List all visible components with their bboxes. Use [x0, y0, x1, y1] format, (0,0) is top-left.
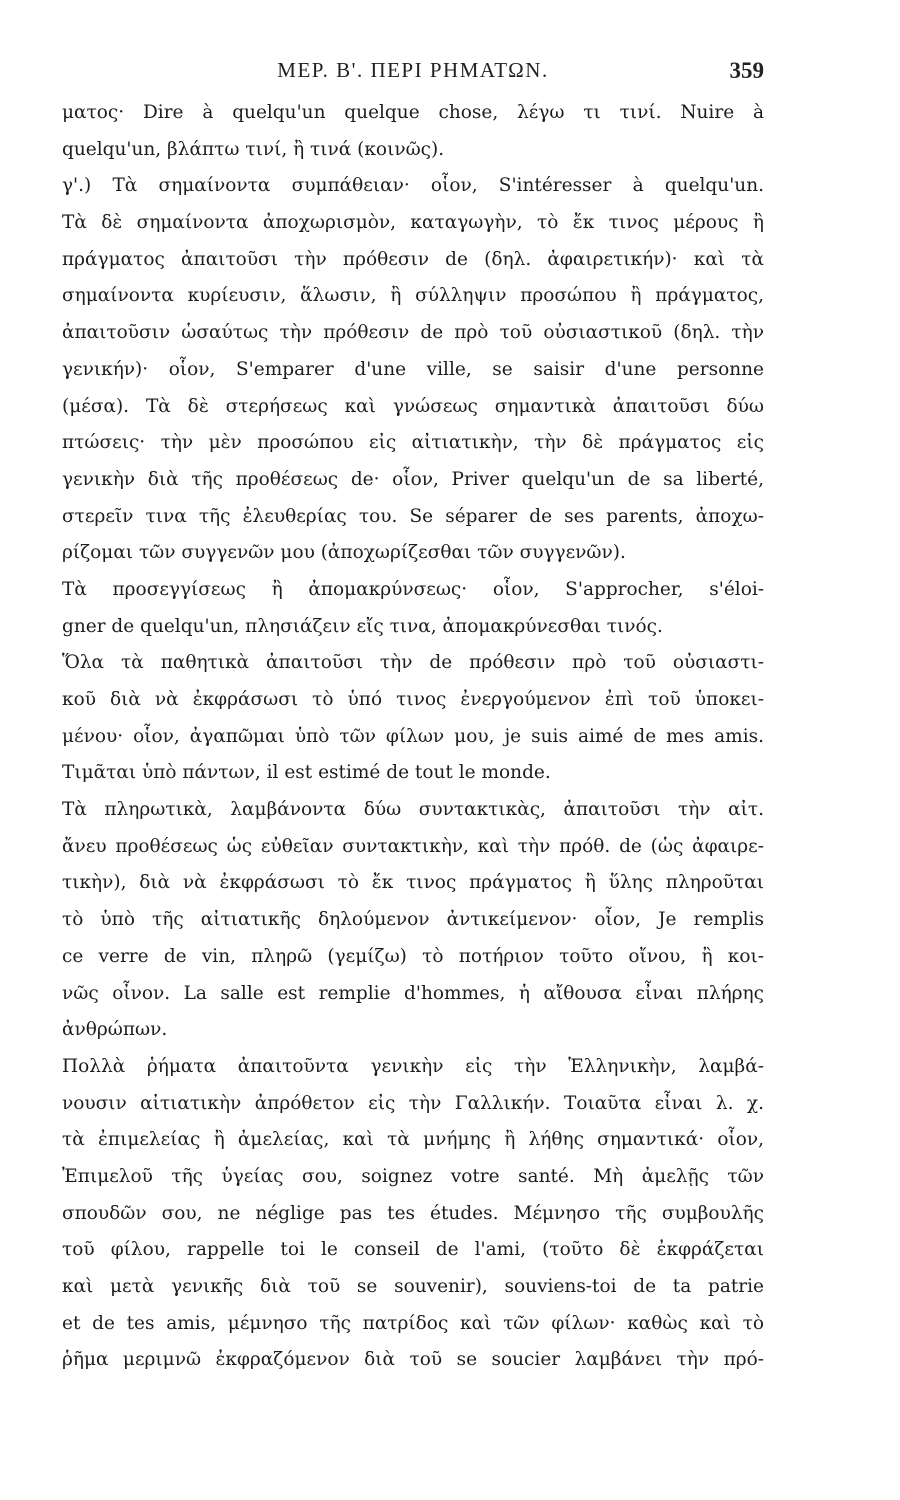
text-line: τοῦ φίλου, rappelle toi le conseil de l'ami, (τοῦτο δὲ ἐκφράζεται [62, 1239, 764, 1261]
text-line: μένου· οἷον, ἀγαπῶμαι ὑπὸ τῶν φίλων μου, je suis aimé de mes amis. [62, 725, 764, 747]
body-text [62, 95, 764, 1379]
text-line: ἀπαιτοῦσιν ὡσαύτως τὴν πρόθεσιν de πρὸ τοῦ οὐσιαστικοῦ (δηλ. τὴν [62, 322, 764, 344]
text-line: νῶς οἶνον. La salle est remplie d'hommes, ἡ αἴθουσα εἶναι πλήρης [62, 982, 764, 1004]
running-title: ΜΕΡ. Β'. ΠΕΡΙ ΡΗΜΑΤΩΝ. [277, 58, 549, 82]
page-header [62, 58, 764, 92]
text-line: Τὰ προσεγγίσεως ἢ ἀπομακρύνσεως· οἷον, S'approcher, s'éloi- [62, 578, 764, 600]
page-number: 359 [729, 58, 764, 83]
text-line: Τὰ δὲ σημαίνοντα ἀποχωρισμὸν, καταγωγὴν, τὸ ἔκ τινος μέρους ἢ [62, 212, 764, 234]
text-line: et de tes amis, μέμνησο τῆς πατρίδος καὶ τῶν φίλων· καθὼς καὶ τὸ [62, 1312, 764, 1334]
text-line: Ὅλα τὰ παθητικὰ ἀπαιτοῦσι τὴν de πρόθεσιν πρὸ τοῦ οὐσιαστι- [62, 652, 764, 674]
text-line: σπουδῶν σου, ne néglige pas tes études. Μέμνησο τῆς συμβουλῆς [62, 1202, 764, 1224]
text-line: πτώσεις· τὴν μὲν προσώπου εἰς αἰτιατικὴν, τὴν δὲ πράγματος εἰς [62, 432, 764, 454]
text-line: τὸ ὑπὸ τῆς αἰτιατικῆς δηλούμενον ἀντικείμενον· οἷον, Je remplis [62, 909, 764, 931]
text-line: ce verre de vin, πληρῶ (γεμίζω) τὸ ποτήριον τοῦτο οἴνου, ἢ κοι- [62, 945, 764, 967]
text-line: ἀνθρώπων. [62, 1019, 168, 1041]
text-line: ῥῆμα μεριμνῶ ἐκφραζόμενον διὰ τοῦ se soucier λαμβάνει τὴν πρό- [62, 1349, 764, 1371]
text-line: νουσιν αἰτιατικὴν ἀπρόθετον εἰς τὴν Γαλλικήν. Τοιαῦτα εἶναι λ. χ. [62, 1092, 764, 1114]
text-line: (μέσα). Τὰ δὲ στερήσεως καὶ γνώσεως σημαντικὰ ἀπαιτοῦσι δύω [62, 395, 764, 417]
text-line: quelqu'un, βλάπτω τινί, ἢ τινά (κοινῶς). [62, 138, 445, 160]
text-line: στερεῖν τινα τῆς ἐλευθερίας του. Se séparer de ses parents, ἀποχω- [62, 505, 764, 527]
text-line: Πολλὰ ῥήματα ἀπαιτοῦντα γενικὴν εἰς τὴν Ἑλληνικὴν, λαμβά- [62, 1055, 764, 1077]
text-line: ἄνευ προθέσεως ὡς εὐθεῖαν συντακτικὴν, καὶ τὴν πρόθ. de (ὡς ἀφαιρε- [62, 835, 764, 857]
text-line: Τιμᾶται ὑπὸ πάντων, il est estimé de tout le monde. [62, 762, 551, 784]
text-line: gner de quelqu'un, πλησιάζειν εἴς τινα, ἀπομακρύνεσθαι τινός. [62, 615, 663, 637]
text-line: καὶ μετὰ γενικῆς διὰ τοῦ se souvenir), souviens-toi de ta patrie [62, 1276, 764, 1297]
text-line: ρίζομαι τῶν συγγενῶν μου (ἀποχωρίζεσθαι τῶν συγγενῶν). [62, 542, 626, 564]
text-line: ματος· Dire à quelqu'un quelque chose, λέγω τι τινί. Nuire à [62, 102, 764, 123]
text-line: τὰ ἐπιμελείας ἢ ἀμελείας, καὶ τὰ μνήμης ἢ λήθης σημαντικά· οἷον, [62, 1129, 764, 1151]
text-line: τικὴν), διὰ νὰ ἐκφράσωσι τὸ ἔκ τινος πράγματος ἢ ὕλης πληροῦται [62, 872, 764, 894]
text-line: Τὰ πληρωτικὰ, λαμβάνοντα δύω συντακτικὰς, ἀπαιτοῦσι τὴν αἰτ. [62, 799, 764, 821]
text-line: σημαίνοντα κυρίευσιν, ἅλωσιν, ἢ σύλληψιν προσώπου ἢ πράγματος, [62, 285, 764, 307]
text-line: γενικήν)· οἷον, S'emparer d'une ville, se saisir d'une personne [62, 358, 764, 380]
text-line: Ἐπιμελοῦ τῆς ὑγείας σου, soignez votre santé. Μὴ ἀμελῇς τῶν [62, 1165, 764, 1187]
text-line: γενικὴν διὰ τῆς προθέσεως de· οἷον, Priver quelqu'un de sa liberté, [62, 468, 764, 490]
text-line: κοῦ διὰ νὰ ἐκφράσωσι τὸ ὑπό τινος ἐνεργούμενον ἐπὶ τοῦ ὑποκει- [62, 689, 764, 710]
text-line: πράγματος ἀπαιτοῦσι τὴν πρόθεσιν de (δηλ. ἀφαιρετικήν)· καὶ τὰ [62, 248, 764, 270]
text-line: γ'.) Τὰ σημαίνοντα συμπάθειαν· οἷον, S'intéresser à quelqu'un. [62, 175, 764, 197]
